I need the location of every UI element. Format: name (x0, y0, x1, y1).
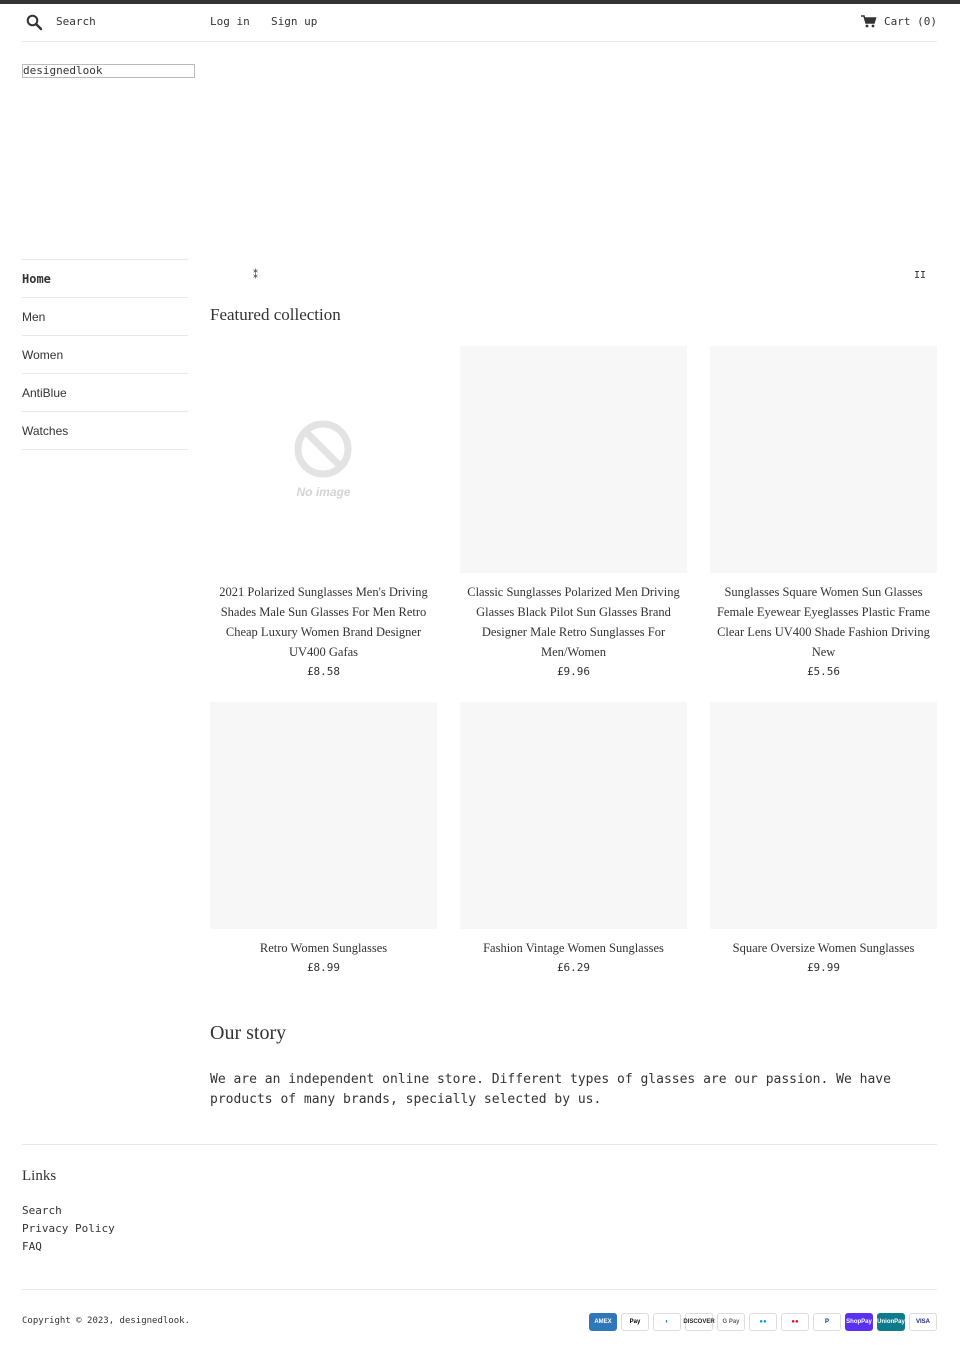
sidebar-item-watches[interactable]: Watches (22, 412, 188, 450)
footer-link-search[interactable]: Search (22, 1204, 62, 1217)
product-price: £6.29 (556, 961, 591, 974)
product-image[interactable] (460, 346, 687, 573)
product-price: £9.99 (806, 961, 841, 974)
slideshow-prev-button[interactable]: ⁑ (253, 270, 258, 281)
product-image[interactable] (710, 346, 937, 573)
product-title[interactable]: Square Oversize Women Sunglasses (732, 941, 915, 955)
cart-icon (861, 15, 876, 28)
footer-link-faq[interactable]: FAQ (22, 1240, 42, 1253)
discover-icon: DISCOVER (685, 1313, 713, 1331)
signup-link[interactable]: Sign up (271, 15, 318, 28)
sidebar-item-antiblue[interactable]: AntiBlue (22, 374, 188, 412)
apple-pay-icon: Pay (621, 1313, 649, 1331)
payment-icons (589, 1313, 937, 1331)
mastercard-icon: ●● (781, 1313, 809, 1331)
footer-links-title: Links (22, 1168, 57, 1184)
product-price: £9.96 (556, 665, 591, 678)
footer-link-privacy-policy[interactable]: Privacy Policy (22, 1222, 115, 1235)
product-image[interactable] (210, 346, 437, 573)
product-title[interactable]: Sunglasses Square Women Sun Glasses Female Eyewear Eyeglasses Plastic Frame Clear Lens UV400 Shade Fashion Driving New (716, 585, 931, 659)
paypal-icon: P (813, 1313, 841, 1331)
product-image[interactable] (710, 702, 937, 929)
sidebar-item-home[interactable]: Home (22, 260, 188, 298)
product-image[interactable] (210, 702, 437, 929)
cart-link[interactable] (861, 15, 937, 28)
product-title[interactable]: 2021 Polarized Sunglasses Men's Driving Shades Male Sun Glasses For Men Retro Cheap Luxury Women Brand Designer UV400 Gafas (219, 585, 428, 659)
amex-icon: AMEX (589, 1313, 617, 1331)
product-price: £5.56 (806, 665, 841, 678)
product-card[interactable] (460, 702, 687, 977)
no-image-icon (293, 419, 353, 479)
product-title[interactable]: Classic Sunglasses Polarized Men Driving Glasses Black Pilot Sun Glasses Brand Designer Male Retro Sunglasses For Men/Women (467, 585, 680, 659)
search-input[interactable] (56, 12, 196, 30)
product-price: £8.99 (306, 961, 341, 974)
featured-collection-title: Featured collection (210, 305, 341, 324)
search-icon[interactable] (26, 14, 42, 30)
footer-divider (22, 1144, 937, 1145)
footer-bottom-divider (22, 1289, 937, 1290)
sidebar-nav (22, 259, 188, 450)
product-title[interactable]: Retro Women Sunglasses (259, 941, 388, 955)
slideshow-pause-button[interactable]: II (914, 270, 927, 281)
site-header (22, 4, 937, 42)
sidebar-item-men[interactable]: Men (22, 298, 188, 336)
product-card[interactable] (460, 346, 687, 681)
product-card[interactable] (210, 346, 437, 681)
our-story-text: We are an independent online store. Different types of glasses are our passion. We have products of many brands, specially selected by us. (210, 1072, 891, 1107)
login-link[interactable]: Log in (210, 15, 250, 28)
copyright-text: Copyright © 2023, designedlook. (22, 1316, 190, 1326)
cart-label: Cart (0) (884, 15, 937, 28)
sidebar-item-women[interactable]: Women (22, 336, 188, 374)
product-image[interactable] (460, 702, 687, 929)
product-card[interactable] (210, 702, 437, 977)
product-card[interactable] (710, 346, 937, 681)
no-image-text: No image (296, 485, 351, 499)
our-story-title: Our story (210, 1022, 287, 1044)
product-title[interactable]: Fashion Vintage Women Sunglasses (483, 941, 664, 955)
product-card[interactable] (710, 702, 937, 977)
maestro-icon: ●● (749, 1313, 777, 1331)
site-logo[interactable]: designedlook (22, 64, 195, 78)
footer-links (22, 1202, 115, 1256)
product-price: £8.58 (306, 665, 341, 678)
google-pay-icon: G Pay (717, 1313, 745, 1331)
union-pay-icon: UnionPay (877, 1313, 905, 1331)
diners-club-icon: ◐ (653, 1313, 681, 1331)
visa-icon: VISA (909, 1313, 937, 1331)
shop-pay-icon: ShopPay (845, 1313, 873, 1331)
